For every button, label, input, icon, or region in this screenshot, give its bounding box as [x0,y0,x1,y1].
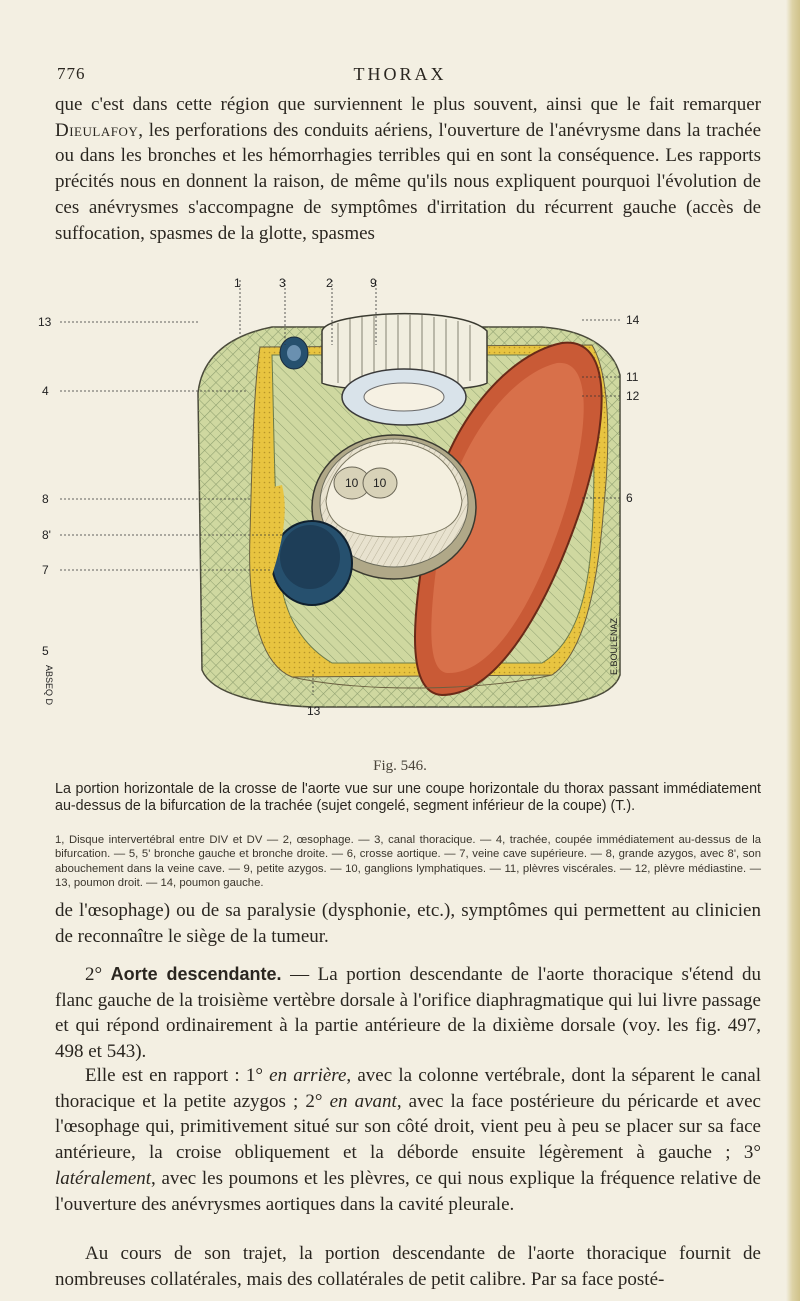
label-11: 11 [626,370,639,384]
para4-b: , avec la colonne vertébrale, dont la séparent le canal thoracique et la petite azygos ; 2° [55,1065,761,1112]
label-10b: 10 [373,476,387,490]
running-title: THORAX [353,64,447,84]
label-6: 6 [626,491,633,505]
label-3: 3 [279,276,286,290]
author-name: Dieulafoy [55,119,139,141]
signature-left: ABSEQ D [44,665,54,706]
para1-text-a: que c'est dans cette région que surviennent le plus souvent, ainsi que le fait remarquer [55,94,761,115]
para4-em2: en avant [329,1090,397,1112]
label-13-bottom: 13 [307,704,321,718]
para4-c: , avec la face postérieure du péricarde et avec l'œsophage qui, primitivement situé sur son côté droit, vient peu à peu se placer sur sa face antérieure, la croise obliquement et la déborde ensuite légèrement à gauche ; 3° [55,1090,761,1164]
label-13-left: 13 [38,315,52,329]
label-8: 8 [42,492,49,506]
label-12: 12 [626,389,640,403]
label-4: 4 [42,384,49,398]
figure-legend: 1, Disque intervertébral entre DIV et DV — 2, œsophage. — 3, canal thoracique. — 4, trachée, coupée immédiatement au-dessus de la bifurcation. — 5, 5' bronche gauche et bronche droite. — 6, crosse aortique. — 7, veine cave supérieure. — 8, grande azygos, avec 8', son abouchement dans la veine cave. — 9, petite azygos. — 10, ganglions lymphatiques. — 11, plèvres viscérales. — 12, plèvre médiastine. — 13, poumon droit. — 14, poumon gauche. [55,834,761,890]
para4-d: , avec les poumons et les plèvres, ce qui nous explique la fréquence relative de l'ouverture des anévrysmes aortiques dans la cavité pleurale. [55,1167,761,1215]
label-1: 1 [234,276,241,290]
section-number: 2° [85,964,103,985]
label-10a: 10 [345,476,359,490]
para3-text: — La portion descendante de l'aorte thoracique s'étend du flanc gauche de la troisième vertèbre dorsale à l'orifice diaphragmatique qui lui livre passage et qui répond ordinairement à la partie antérieure de la dixième dorsale (voy. les fig. 497, 498 et 543). [55,964,762,1063]
figure-caption: La portion horizontale de la crosse de l'aorte vue sur une coupe horizontale du thorax passant immédiatement au-dessus de la bifurcation de la trachée (sujet congelé, segment inférieur de la coupe) (T.). [55,781,761,815]
paragraph-4 [55,1063,761,1217]
label-2: 2 [326,276,333,290]
figure-number: Fig. 546. [373,758,427,774]
signature-right: E.BOULENAZ [609,617,619,675]
para4-a: Elle est en rapport : 1° [85,1065,270,1086]
anatomical-figure [38,275,662,753]
para1-text-b: , les perforations des conduits aériens, l'ouverture de l'anévrysme dans la trachée ou dans les bronches et les hémorrhagies terribles qui en sont la conséquence. Les rapports précités nous en donnent la raison, de même qu'ils nous expliquent pourquoi l'évolution de ces anévrysmes s'accompagne de symptômes d'irritation du récurrent gauche (accès de suffocation, spasmes de la glotte, spasmes [55,119,761,244]
paragraph-5: Au cours de son trajet, la portion descendante de l'aorte thoracique fournit de nombreuses collatérales, mais des collatérales de petit calibre. Par sa face posté- [55,1243,761,1290]
label-7: 7 [42,563,49,577]
paragraph-1 [55,92,761,246]
label-8-prime: 8' [42,528,51,542]
paragraph-3 [55,962,761,1065]
thorax-section-illustration [38,275,662,753]
para4-em3: latéralement [55,1167,152,1189]
paragraph-2: de l'œsophage) ou de sa paralysie (dysphonie, etc.), symptômes qui permettent au clinicien de reconnaître le siège de la tumeur. [55,900,761,947]
page-edge [786,0,800,1301]
label-5: 5 [42,644,49,658]
label-9: 9 [370,276,377,290]
section-heading: Aorte descendante. [110,964,282,984]
label-14: 14 [626,313,640,327]
page-number: 776 [57,64,86,83]
para4-em1: en arrière [269,1065,347,1086]
